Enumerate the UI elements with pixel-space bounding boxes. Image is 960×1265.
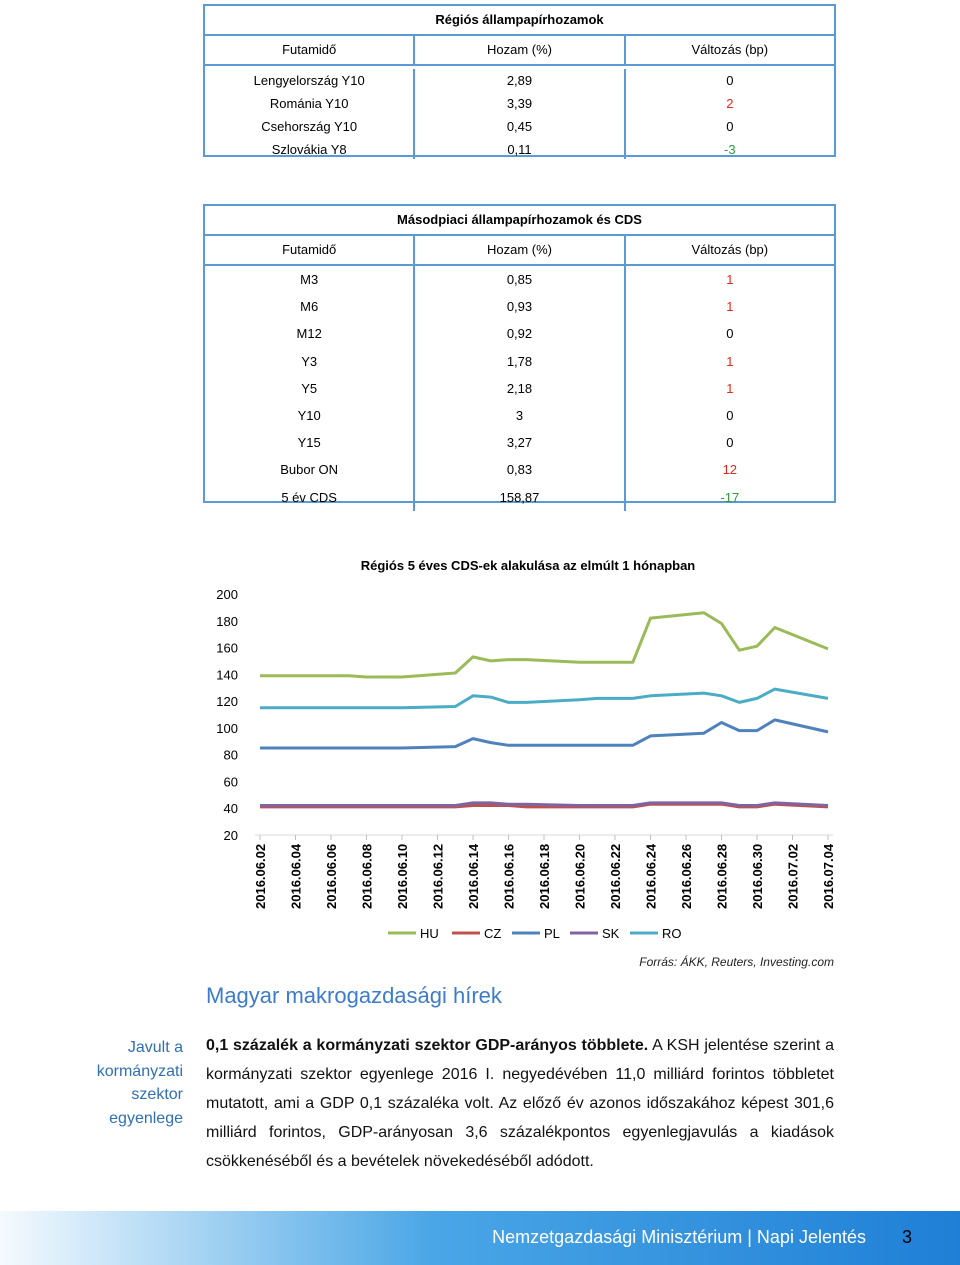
page-number: 3: [901, 1227, 912, 1247]
footer-title: Nemzetgazdasági Minisztérium | Napi Jelentés: [492, 1227, 866, 1247]
table-cell: Bubor ON: [280, 462, 339, 478]
table-cell: 3,27: [506, 435, 533, 451]
legend-label: CZ: [484, 926, 502, 941]
source-note: Forrás: ÁKK, Reuters, Investing.com: [639, 955, 834, 969]
table-cell: 3,39: [506, 96, 533, 111]
table-cell: Lengyelország Y10: [253, 73, 365, 88]
table-cell: 2,89: [506, 73, 533, 88]
y-tick-label: 140: [216, 667, 238, 683]
x-tick-label: 2016.06.10: [395, 843, 410, 909]
yield-column: [413, 69, 623, 159]
y-tick-label: 60: [223, 774, 238, 790]
table-cell: 12: [722, 462, 738, 478]
table-cell: 0: [726, 435, 734, 451]
table-cell: 1: [726, 353, 734, 369]
table-cell: 0,92: [506, 326, 533, 342]
table-cell: 0,93: [506, 299, 533, 315]
x-tick-label: 2016.06.08: [359, 843, 375, 909]
table-cell: 158,87: [499, 489, 540, 505]
y-tick-label: 100: [216, 720, 238, 736]
table-cell: M6: [300, 299, 319, 315]
col-header-change: Változás (bp): [624, 36, 834, 66]
x-tick-label: 2016.06.06: [324, 843, 339, 909]
y-tick-label: 20: [223, 828, 238, 843]
col-header-change: Változás (bp): [624, 236, 834, 266]
table-cell: -3: [724, 142, 736, 157]
table-cell: -17: [720, 489, 740, 505]
table-cell: Y15: [297, 435, 321, 451]
table-title: Régiós állampapírhozamok: [205, 6, 834, 36]
series-line-pl: [260, 720, 828, 748]
side-label-line: Javult a: [127, 1039, 183, 1056]
table-cell: Y5: [301, 380, 318, 396]
regional-yields-table: [203, 4, 836, 157]
secondary-yields-table: [203, 204, 836, 503]
y-tick-label: 80: [223, 747, 238, 763]
x-tick-label: 2016.06.14: [466, 843, 481, 909]
legend-label: RO: [662, 926, 682, 941]
col-header-yield: Hozam (%): [413, 36, 623, 66]
x-tick-label: 2016.07.04: [821, 843, 836, 909]
series-line-ro: [260, 689, 828, 708]
table-cell: M3: [300, 272, 319, 287]
table-cell: Csehország Y10: [261, 119, 358, 134]
table-cell: 5 év CDS: [281, 489, 337, 505]
x-tick-label: 2016.06.12: [430, 843, 446, 909]
x-tick-label: 2016.06.18: [537, 843, 552, 909]
news-paragraph: [206, 1031, 834, 1176]
side-label: [97, 1036, 183, 1130]
legend-label: HU: [420, 926, 439, 941]
table-header: [205, 36, 834, 66]
page-footer: [0, 1211, 960, 1265]
chart-title: Régiós 5 éves CDS-ek alakulása az elmúlt 1 hónapban: [360, 558, 696, 573]
col-header-tenor: Futamidő: [205, 36, 413, 66]
legend-label: SK: [602, 926, 620, 941]
x-tick-label: 2016.06.16: [501, 843, 517, 909]
x-tick-label: 2016.06.24: [643, 843, 659, 909]
table-cell: Szlovákia Y8: [271, 142, 347, 157]
y-tick-label: 180: [216, 613, 238, 629]
table-title: Másodpiaci állampapírhozamok és CDS: [205, 206, 834, 236]
table-cell: 2: [726, 96, 734, 111]
x-tick-label: 2016.06.26: [679, 843, 694, 909]
table-cell: 0,85: [506, 272, 533, 287]
table-cell: M12: [296, 326, 322, 342]
x-tick-label: 2016.06.02: [253, 843, 268, 909]
news-body: A KSH jelentése szerint a kormányzati szektor egyenlege 2016 I. negyedévében 11,0 milliárd forintos többletet mutatott, ami a GDP 0,1 százaléka volt. Az előző év azonos időszakához képest 301,6 milliárd forintos, GDP-arányosan 3,6 százalékpontos egyenlegjavulás a kiadások csökkenéséből és a bevételek növekedéséből adódott.: [206, 1037, 834, 1170]
table-cell: 0,11: [507, 142, 532, 157]
side-label-line: szektor: [131, 1086, 183, 1103]
x-tick-label: 2016.06.28: [714, 843, 730, 909]
table-cell: 1: [726, 299, 734, 315]
table-cell: 3: [515, 407, 524, 423]
table-cell: 1: [726, 272, 734, 287]
table-cell: Románia Y10: [269, 96, 349, 111]
table-header: [205, 236, 834, 266]
y-tick-label: 200: [216, 587, 238, 602]
tenor-column: [205, 69, 413, 159]
series-line-hu: [260, 613, 828, 677]
table-cell: 1: [726, 380, 734, 396]
change-column: [624, 266, 834, 511]
table-cell: 0: [726, 326, 734, 342]
series-line-sk: [260, 803, 828, 806]
table-cell: 0: [726, 119, 734, 134]
col-header-yield: Hozam (%): [413, 236, 623, 266]
cds-line-chart: [200, 578, 850, 958]
x-tick-label: 2016.06.20: [572, 843, 588, 909]
tenor-column: [205, 266, 413, 511]
side-label-line: egyenlege: [109, 1109, 183, 1127]
table-cell: Y3: [301, 353, 318, 369]
y-tick-label: 120: [216, 694, 238, 710]
table-cell: 0,45: [506, 119, 533, 134]
table-cell: 0: [726, 407, 734, 423]
table-cell: Y10: [297, 407, 321, 423]
table-cell: 2,18: [506, 380, 533, 396]
x-tick-label: 2016.06.22: [608, 843, 623, 909]
col-header-tenor: Futamidő: [205, 236, 413, 266]
y-tick-label: 40: [223, 801, 238, 817]
yield-column: [413, 266, 623, 511]
section-heading: Magyar makrogazdasági hírek: [206, 983, 502, 1008]
x-tick-label: 2016.07.02: [785, 843, 801, 909]
change-column: [624, 69, 834, 159]
y-tick-label: 160: [216, 640, 238, 656]
side-label-line: kormányzati: [96, 1062, 183, 1080]
x-tick-label: 2016.06.04: [288, 843, 304, 909]
news-lead: 0,1 százalék a kormányzati szektor GDP-arányos többlete.: [206, 1037, 649, 1054]
table-cell: 0: [726, 73, 734, 88]
legend-label: PL: [544, 926, 560, 941]
table-cell: 1,78: [506, 353, 533, 369]
table-cell: 0,83: [506, 462, 533, 478]
x-tick-label: 2016.06.30: [750, 843, 765, 909]
